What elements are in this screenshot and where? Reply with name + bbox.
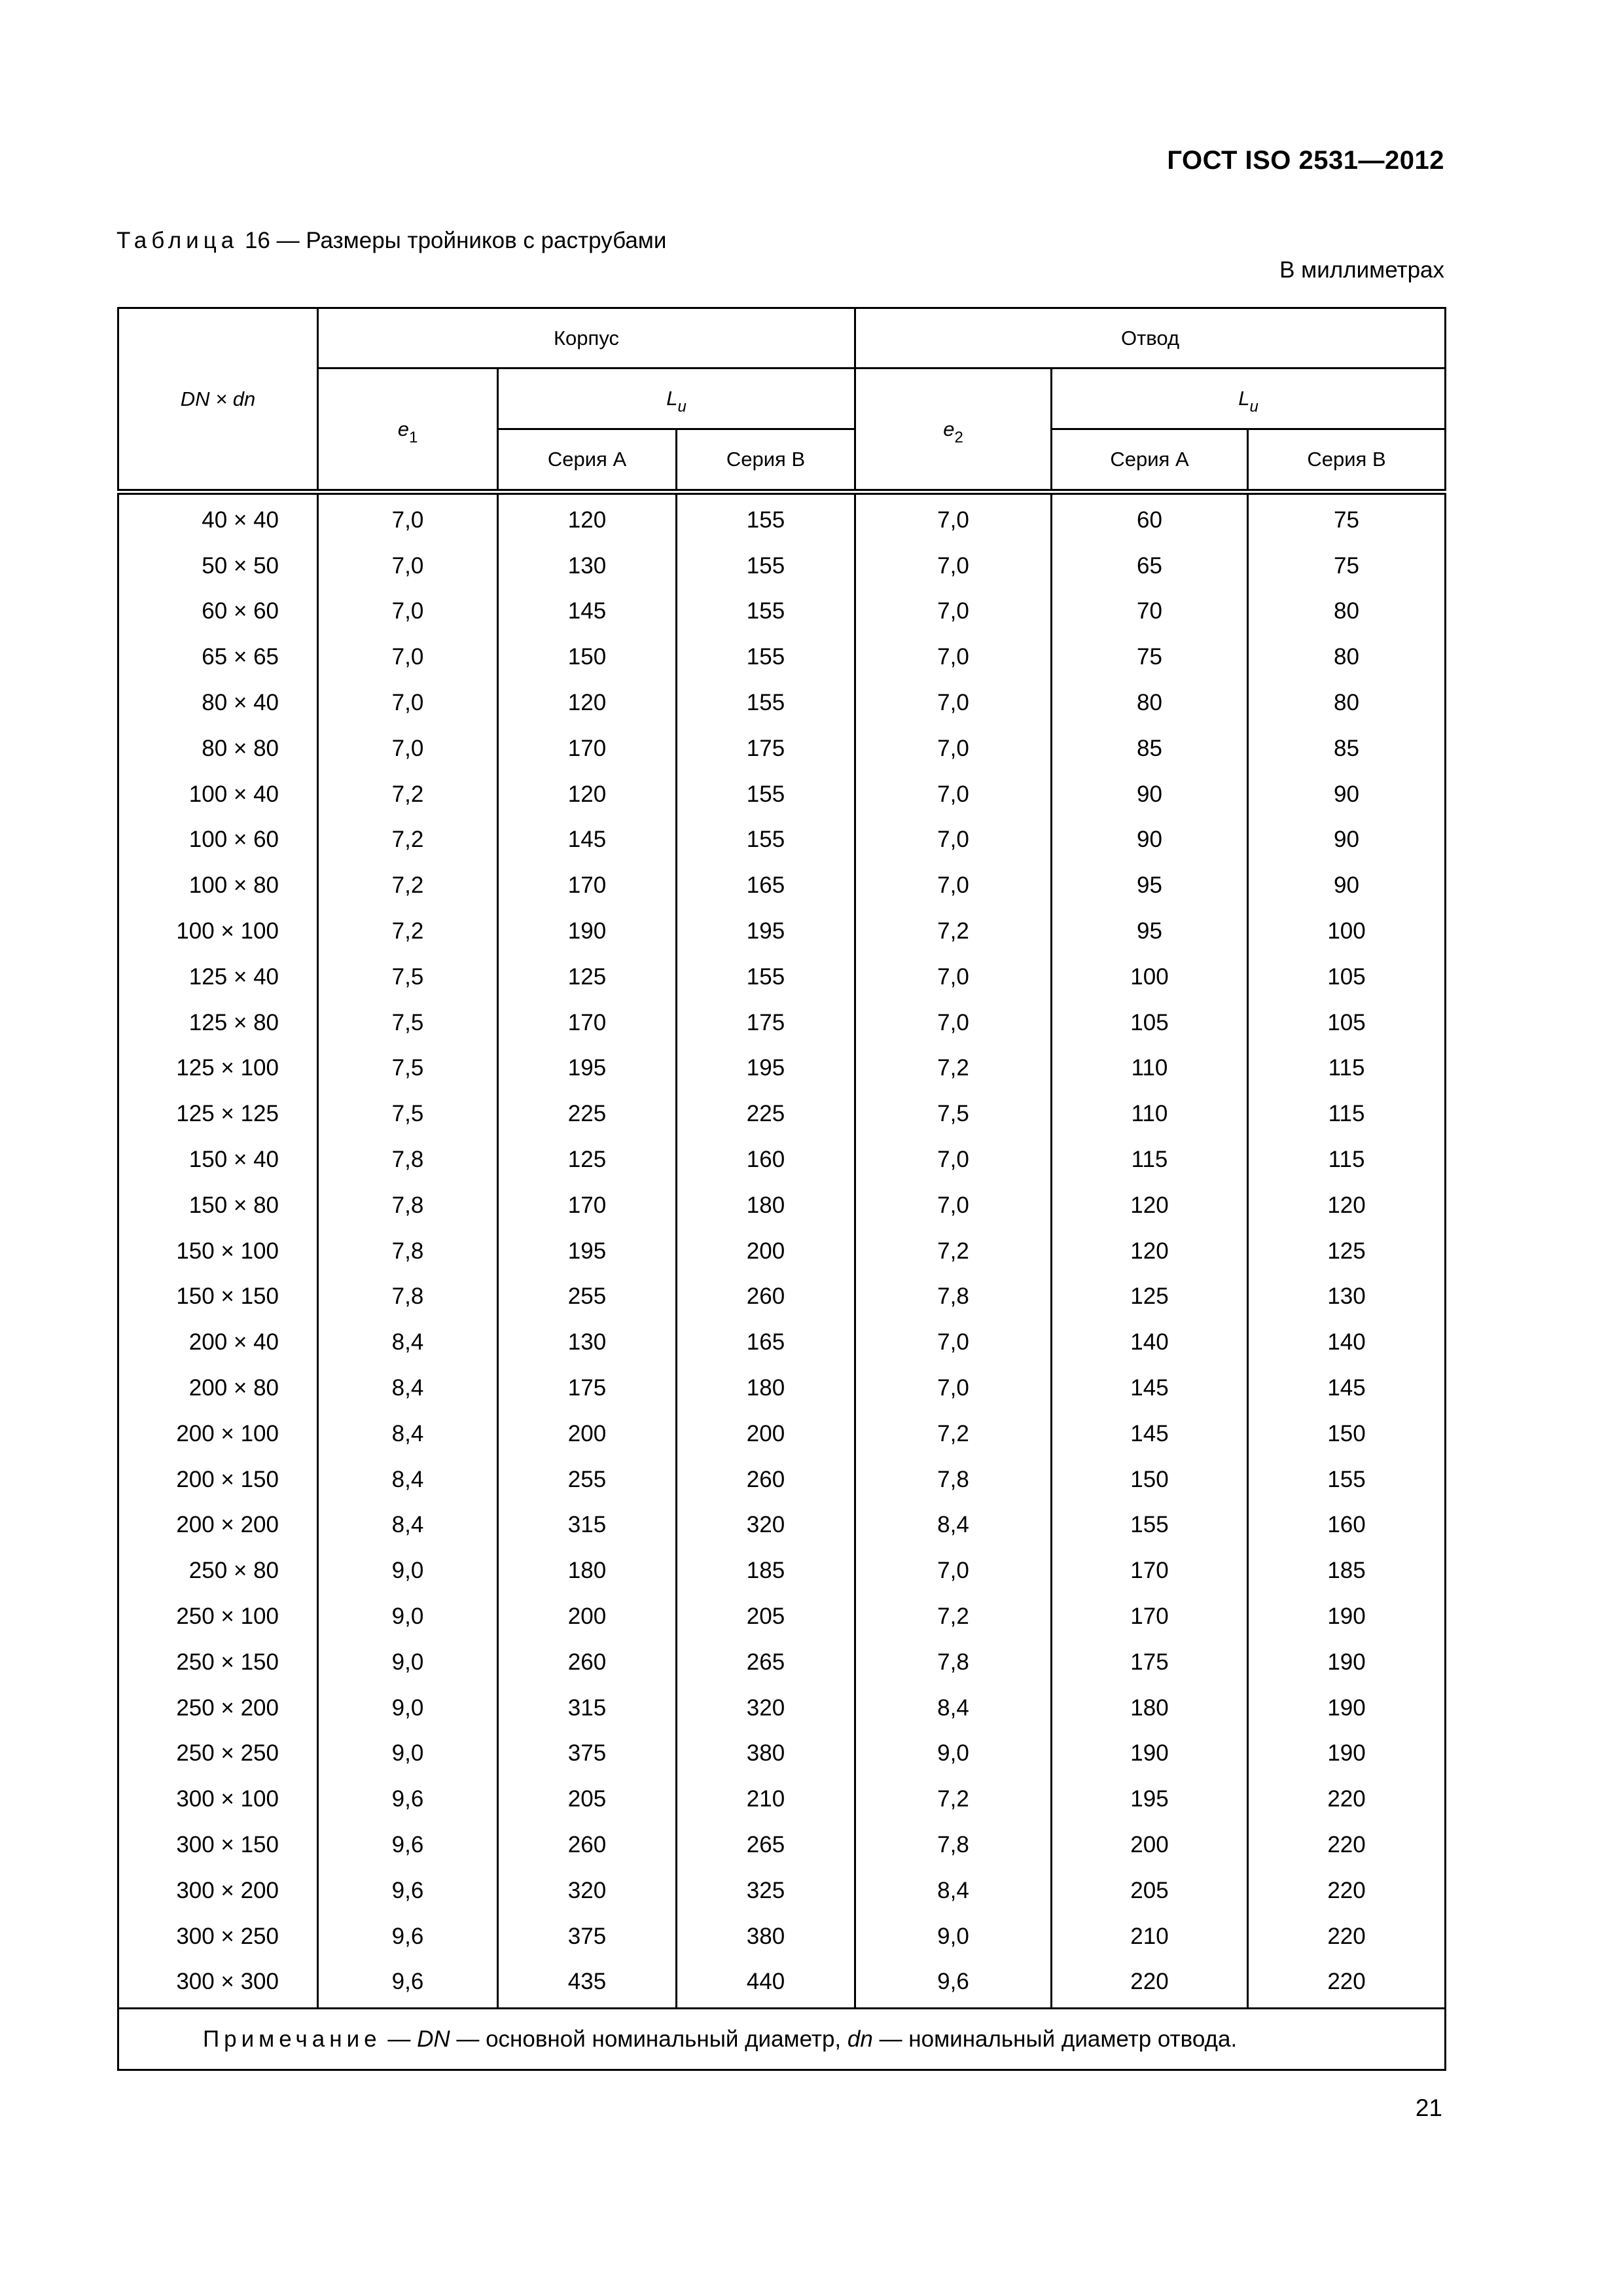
cell-body-lu-series-b: 175	[677, 726, 855, 772]
cell-e1: 7,5	[318, 1000, 498, 1046]
cell-e2: 7,8	[855, 1274, 1052, 1320]
cell-dn: 150 × 40	[118, 1137, 318, 1183]
cell-branch-lu-series-a: 70	[1052, 589, 1248, 635]
cell-e2: 7,8	[855, 1640, 1052, 1685]
cell-e2: 7,0	[855, 680, 1052, 726]
cell-e2: 7,0	[855, 1548, 1052, 1594]
cell-dn: 80 × 40	[118, 680, 318, 726]
cell-e2: 7,2	[855, 1776, 1052, 1822]
cell-body-lu-series-a: 195	[498, 1046, 677, 1092]
cell-branch-lu-series-b: 90	[1248, 772, 1446, 817]
cell-body-lu-series-a: 175	[498, 1365, 677, 1411]
cell-e2: 7,0	[855, 1319, 1052, 1365]
cell-e1: 7,5	[318, 1046, 498, 1092]
table-row	[118, 492, 1446, 543]
cell-dn: 150 × 100	[118, 1229, 318, 1274]
table-row	[118, 726, 1446, 772]
table-row	[118, 634, 1446, 680]
cell-body-lu-series-a: 180	[498, 1548, 677, 1594]
cell-branch-lu-series-b: 75	[1248, 492, 1446, 543]
cell-branch-lu-series-a: 100	[1052, 954, 1248, 1000]
cell-dn: 250 × 250	[118, 1731, 318, 1777]
cell-body-lu-series-b: 265	[677, 1640, 855, 1685]
cell-branch-lu-series-b: 185	[1248, 1548, 1446, 1594]
table-row	[118, 589, 1446, 635]
cell-branch-lu-series-b: 105	[1248, 954, 1446, 1000]
table-row	[118, 1319, 1446, 1365]
cell-body-lu-series-a: 125	[498, 954, 677, 1000]
cell-e2: 7,0	[855, 1365, 1052, 1411]
header-body-group: Корпус	[318, 308, 855, 368]
cell-dn: 200 × 200	[118, 1503, 318, 1549]
cell-e2: 7,0	[855, 954, 1052, 1000]
table-row	[118, 863, 1446, 908]
cell-e1: 7,0	[318, 589, 498, 635]
cell-e1: 9,0	[318, 1685, 498, 1731]
cell-branch-lu-series-b: 190	[1248, 1685, 1446, 1731]
cell-branch-lu-series-b: 80	[1248, 680, 1446, 726]
cell-branch-lu-series-b: 220	[1248, 1960, 1446, 2009]
cell-e1: 7,8	[318, 1274, 498, 1320]
cell-branch-lu-series-b: 115	[1248, 1046, 1446, 1092]
cell-body-lu-series-a: 120	[498, 492, 677, 543]
cell-body-lu-series-a: 150	[498, 634, 677, 680]
cell-body-lu-series-b: 180	[677, 1365, 855, 1411]
cell-e2: 7,2	[855, 908, 1052, 954]
cell-body-lu-series-a: 315	[498, 1685, 677, 1731]
cell-e2: 7,0	[855, 1137, 1052, 1183]
note-label: Примечание	[203, 2026, 382, 2052]
header-dn: DN × dn	[118, 308, 318, 492]
table-row	[118, 1731, 1446, 1777]
cell-dn: 80 × 80	[118, 726, 318, 772]
cell-branch-lu-series-a: 120	[1052, 1229, 1248, 1274]
header-branch-group: Отвод	[855, 308, 1446, 368]
table-row	[118, 1640, 1446, 1685]
table-row	[118, 817, 1446, 863]
cell-e1: 7,0	[318, 680, 498, 726]
cell-e2: 7,0	[855, 634, 1052, 680]
cell-e2: 7,0	[855, 1183, 1052, 1229]
cell-dn: 300 × 100	[118, 1776, 318, 1822]
cell-e1: 7,0	[318, 634, 498, 680]
cell-body-lu-series-b: 380	[677, 1914, 855, 1960]
table-row	[118, 1137, 1446, 1183]
cell-branch-lu-series-a: 75	[1052, 634, 1248, 680]
document-code: ГОСТ ISO 2531—2012	[1167, 146, 1444, 175]
table-row	[118, 1914, 1446, 1960]
cell-branch-lu-series-b: 105	[1248, 1000, 1446, 1046]
header-lu-body: $L_u$	[498, 368, 855, 429]
cell-e1: 8,4	[318, 1411, 498, 1457]
table-row	[118, 908, 1446, 954]
cell-dn: 200 × 40	[118, 1319, 318, 1365]
cell-e1: 7,0	[318, 726, 498, 772]
cell-branch-lu-series-a: 85	[1052, 726, 1248, 772]
cell-body-lu-series-b: 325	[677, 1868, 855, 1914]
header-lu-branch: $L_u$	[1052, 368, 1446, 429]
table-note	[118, 2009, 1446, 2070]
header-e1: $e_1$	[318, 368, 498, 492]
cell-body-lu-series-b: 185	[677, 1548, 855, 1594]
cell-dn: 100 × 100	[118, 908, 318, 954]
header-e2: $e_2$	[855, 368, 1052, 492]
table-row	[118, 1411, 1446, 1457]
table-caption	[116, 228, 666, 254]
cell-e1: 9,6	[318, 1914, 498, 1960]
cell-dn: 250 × 100	[118, 1594, 318, 1640]
cell-e2: 9,6	[855, 1960, 1052, 2009]
cell-branch-lu-series-b: 75	[1248, 543, 1446, 589]
cell-e1: 8,4	[318, 1319, 498, 1365]
cell-dn: 60 × 60	[118, 589, 318, 635]
cell-body-lu-series-a: 170	[498, 863, 677, 908]
cell-e1: 7,8	[318, 1229, 498, 1274]
cell-e1: 8,4	[318, 1365, 498, 1411]
cell-e2: 9,0	[855, 1914, 1052, 1960]
cell-branch-lu-series-a: 145	[1052, 1365, 1248, 1411]
cell-dn: 150 × 150	[118, 1274, 318, 1320]
note-dash: —	[387, 2026, 411, 2052]
cell-branch-lu-series-b: 125	[1248, 1229, 1446, 1274]
cell-branch-lu-series-a: 190	[1052, 1731, 1248, 1777]
cell-e1: 9,0	[318, 1731, 498, 1777]
cell-branch-lu-series-a: 105	[1052, 1000, 1248, 1046]
cell-branch-lu-series-b: 130	[1248, 1274, 1446, 1320]
cell-branch-lu-series-b: 115	[1248, 1137, 1446, 1183]
cell-body-lu-series-b: 175	[677, 1000, 855, 1046]
cell-body-lu-series-b: 210	[677, 1776, 855, 1822]
cell-e1: 7,5	[318, 954, 498, 1000]
cell-branch-lu-series-b: 190	[1248, 1594, 1446, 1640]
cell-branch-lu-series-a: 110	[1052, 1091, 1248, 1137]
note-dn: DN	[417, 2026, 450, 2052]
cell-branch-lu-series-b: 190	[1248, 1731, 1446, 1777]
cell-body-lu-series-a: 205	[498, 1776, 677, 1822]
cell-e2: 7,2	[855, 1411, 1052, 1457]
cell-dn: 100 × 80	[118, 863, 318, 908]
dimensions-table	[117, 307, 1446, 2071]
cell-body-lu-series-a: 255	[498, 1457, 677, 1503]
cell-body-lu-series-b: 195	[677, 1046, 855, 1092]
cell-e1: 9,6	[318, 1776, 498, 1822]
cell-branch-lu-series-b: 85	[1248, 726, 1446, 772]
cell-e1: 7,2	[318, 772, 498, 817]
cell-e1: 7,0	[318, 492, 498, 543]
cell-e1: 9,0	[318, 1548, 498, 1594]
cell-body-lu-series-a: 435	[498, 1960, 677, 2009]
cell-body-lu-series-a: 170	[498, 1000, 677, 1046]
caption-label: Таблица	[116, 228, 239, 253]
cell-body-lu-series-b: 205	[677, 1594, 855, 1640]
cell-branch-lu-series-b: 220	[1248, 1776, 1446, 1822]
cell-e2: 7,0	[855, 589, 1052, 635]
cell-body-lu-series-b: 225	[677, 1091, 855, 1137]
cell-branch-lu-series-a: 90	[1052, 817, 1248, 863]
cell-body-lu-series-a: 120	[498, 680, 677, 726]
cell-e2: 8,4	[855, 1868, 1052, 1914]
table-body	[118, 492, 1446, 2009]
cell-e2: 7,0	[855, 772, 1052, 817]
cell-body-lu-series-b: 155	[677, 817, 855, 863]
table-row	[118, 1776, 1446, 1822]
table-row	[118, 1868, 1446, 1914]
cell-body-lu-series-b: 440	[677, 1960, 855, 2009]
caption-number: 16	[244, 228, 270, 253]
note-dn-small: dn	[847, 2026, 873, 2052]
cell-e2: 7,0	[855, 863, 1052, 908]
table-row	[118, 954, 1446, 1000]
cell-body-lu-series-a: 130	[498, 1319, 677, 1365]
cell-dn: 100 × 60	[118, 817, 318, 863]
cell-body-lu-series-b: 155	[677, 543, 855, 589]
header-branch-series-a: Серия А	[1052, 429, 1248, 492]
cell-e1: 9,6	[318, 1822, 498, 1868]
table-row	[118, 1046, 1446, 1092]
cell-branch-lu-series-a: 150	[1052, 1457, 1248, 1503]
table-row	[118, 1503, 1446, 1549]
cell-body-lu-series-a: 195	[498, 1229, 677, 1274]
cell-dn: 125 × 40	[118, 954, 318, 1000]
cell-dn: 150 × 80	[118, 1183, 318, 1229]
cell-dn: 250 × 150	[118, 1640, 318, 1685]
cell-body-lu-series-a: 225	[498, 1091, 677, 1137]
cell-branch-lu-series-a: 60	[1052, 492, 1248, 543]
caption-dash: —	[276, 228, 300, 253]
cell-body-lu-series-b: 265	[677, 1822, 855, 1868]
cell-body-lu-series-b: 155	[677, 634, 855, 680]
cell-branch-lu-series-a: 90	[1052, 772, 1248, 817]
cell-branch-lu-series-a: 175	[1052, 1640, 1248, 1685]
cell-body-lu-series-a: 130	[498, 543, 677, 589]
cell-body-lu-series-a: 255	[498, 1274, 677, 1320]
caption-title: Размеры тройников с раструбами	[306, 228, 667, 253]
cell-e1: 7,2	[318, 863, 498, 908]
table-row	[118, 1229, 1446, 1274]
cell-branch-lu-series-a: 110	[1052, 1046, 1248, 1092]
cell-branch-lu-series-b: 220	[1248, 1914, 1446, 1960]
cell-dn: 300 × 250	[118, 1914, 318, 1960]
cell-branch-lu-series-b: 140	[1248, 1319, 1446, 1365]
header-body-series-b: Серия В	[677, 429, 855, 492]
cell-body-lu-series-a: 260	[498, 1822, 677, 1868]
table-row	[118, 1548, 1446, 1594]
page-number: 21	[1415, 2094, 1442, 2121]
cell-dn: 125 × 100	[118, 1046, 318, 1092]
cell-e1: 9,0	[318, 1594, 498, 1640]
cell-e1: 7,0	[318, 543, 498, 589]
table-row	[118, 1594, 1446, 1640]
cell-body-lu-series-b: 200	[677, 1411, 855, 1457]
cell-e1: 7,2	[318, 908, 498, 954]
cell-body-lu-series-b: 155	[677, 772, 855, 817]
units-note: В миллиметрах	[1279, 257, 1444, 283]
cell-dn: 300 × 150	[118, 1822, 318, 1868]
cell-branch-lu-series-a: 155	[1052, 1503, 1248, 1549]
cell-body-lu-series-a: 170	[498, 1183, 677, 1229]
cell-body-lu-series-a: 145	[498, 817, 677, 863]
header-body-series-a: Серия А	[498, 429, 677, 492]
cell-branch-lu-series-b: 155	[1248, 1457, 1446, 1503]
cell-body-lu-series-b: 380	[677, 1731, 855, 1777]
cell-e2: 7,0	[855, 817, 1052, 863]
cell-branch-lu-series-b: 145	[1248, 1365, 1446, 1411]
cell-body-lu-series-b: 165	[677, 1319, 855, 1365]
table-row	[118, 1183, 1446, 1229]
cell-dn: 40 × 40	[118, 492, 318, 543]
cell-body-lu-series-b: 260	[677, 1274, 855, 1320]
cell-body-lu-series-a: 375	[498, 1914, 677, 1960]
cell-branch-lu-series-b: 160	[1248, 1503, 1446, 1549]
cell-body-lu-series-b: 155	[677, 680, 855, 726]
cell-branch-lu-series-a: 145	[1052, 1411, 1248, 1457]
cell-branch-lu-series-b: 190	[1248, 1640, 1446, 1685]
cell-body-lu-series-a: 260	[498, 1640, 677, 1685]
cell-body-lu-series-b: 180	[677, 1183, 855, 1229]
cell-e1: 7,8	[318, 1137, 498, 1183]
cell-e1: 7,5	[318, 1091, 498, 1137]
cell-branch-lu-series-b: 220	[1248, 1868, 1446, 1914]
cell-e1: 8,4	[318, 1457, 498, 1503]
table-row	[118, 1000, 1446, 1046]
note-text-1: — основной номинальный диаметр,	[456, 2026, 842, 2052]
cell-branch-lu-series-a: 95	[1052, 863, 1248, 908]
cell-e2: 7,8	[855, 1822, 1052, 1868]
cell-e1: 7,2	[318, 817, 498, 863]
cell-dn: 300 × 300	[118, 1960, 318, 2009]
cell-dn: 100 × 40	[118, 772, 318, 817]
cell-branch-lu-series-a: 95	[1052, 908, 1248, 954]
cell-body-lu-series-b: 165	[677, 863, 855, 908]
cell-dn: 300 × 200	[118, 1868, 318, 1914]
header-branch-series-b: Серия В	[1248, 429, 1446, 492]
table-row	[118, 1960, 1446, 2009]
cell-dn: 50 × 50	[118, 543, 318, 589]
cell-branch-lu-series-a: 125	[1052, 1274, 1248, 1320]
cell-branch-lu-series-b: 90	[1248, 863, 1446, 908]
cell-e2: 7,0	[855, 543, 1052, 589]
table-row	[118, 1365, 1446, 1411]
table-row	[118, 1274, 1446, 1320]
cell-e1: 9,6	[318, 1960, 498, 2009]
cell-body-lu-series-b: 320	[677, 1503, 855, 1549]
cell-branch-lu-series-a: 195	[1052, 1776, 1248, 1822]
table-row	[118, 1091, 1446, 1137]
cell-body-lu-series-b: 155	[677, 954, 855, 1000]
table-row	[118, 680, 1446, 726]
cell-dn: 250 × 200	[118, 1685, 318, 1731]
cell-body-lu-series-a: 145	[498, 589, 677, 635]
cell-branch-lu-series-b: 115	[1248, 1091, 1446, 1137]
cell-body-lu-series-a: 125	[498, 1137, 677, 1183]
cell-body-lu-series-a: 200	[498, 1411, 677, 1457]
cell-branch-lu-series-b: 80	[1248, 634, 1446, 680]
cell-e2: 7,5	[855, 1091, 1052, 1137]
cell-e2: 7,0	[855, 726, 1052, 772]
cell-dn: 200 × 150	[118, 1457, 318, 1503]
cell-body-lu-series-a: 190	[498, 908, 677, 954]
cell-e1: 9,6	[318, 1868, 498, 1914]
cell-body-lu-series-b: 260	[677, 1457, 855, 1503]
cell-dn: 250 × 80	[118, 1548, 318, 1594]
cell-e2: 9,0	[855, 1731, 1052, 1777]
cell-dn: 200 × 80	[118, 1365, 318, 1411]
cell-branch-lu-series-a: 170	[1052, 1548, 1248, 1594]
cell-body-lu-series-a: 170	[498, 726, 677, 772]
cell-branch-lu-series-b: 150	[1248, 1411, 1446, 1457]
cell-e2: 7,0	[855, 492, 1052, 543]
cell-dn: 125 × 125	[118, 1091, 318, 1137]
cell-branch-lu-series-b: 80	[1248, 589, 1446, 635]
cell-body-lu-series-b: 195	[677, 908, 855, 954]
cell-branch-lu-series-a: 65	[1052, 543, 1248, 589]
cell-body-lu-series-a: 320	[498, 1868, 677, 1914]
cell-e2: 8,4	[855, 1503, 1052, 1549]
cell-branch-lu-series-b: 220	[1248, 1822, 1446, 1868]
cell-body-lu-series-a: 315	[498, 1503, 677, 1549]
cell-e2: 7,2	[855, 1594, 1052, 1640]
cell-e2: 7,0	[855, 1000, 1052, 1046]
cell-branch-lu-series-a: 140	[1052, 1319, 1248, 1365]
cell-branch-lu-series-b: 90	[1248, 817, 1446, 863]
cell-branch-lu-series-a: 120	[1052, 1183, 1248, 1229]
cell-e2: 7,8	[855, 1457, 1052, 1503]
note-text-2: — номинальный диаметр отвода.	[879, 2026, 1238, 2052]
table-row	[118, 772, 1446, 817]
cell-branch-lu-series-a: 220	[1052, 1960, 1248, 2009]
cell-body-lu-series-b: 320	[677, 1685, 855, 1731]
cell-body-lu-series-b: 155	[677, 492, 855, 543]
cell-e1: 7,8	[318, 1183, 498, 1229]
cell-dn: 125 × 80	[118, 1000, 318, 1046]
cell-dn: 65 × 65	[118, 634, 318, 680]
cell-body-lu-series-b: 155	[677, 589, 855, 635]
cell-e1: 8,4	[318, 1503, 498, 1549]
cell-branch-lu-series-a: 170	[1052, 1594, 1248, 1640]
cell-e2: 7,2	[855, 1046, 1052, 1092]
table-row	[118, 1685, 1446, 1731]
cell-body-lu-series-b: 200	[677, 1229, 855, 1274]
cell-body-lu-series-a: 120	[498, 772, 677, 817]
cell-branch-lu-series-a: 205	[1052, 1868, 1248, 1914]
cell-body-lu-series-a: 375	[498, 1731, 677, 1777]
cell-branch-lu-series-a: 200	[1052, 1822, 1248, 1868]
cell-branch-lu-series-b: 120	[1248, 1183, 1446, 1229]
cell-branch-lu-series-a: 80	[1052, 680, 1248, 726]
cell-branch-lu-series-a: 115	[1052, 1137, 1248, 1183]
cell-e2: 8,4	[855, 1685, 1052, 1731]
cell-branch-lu-series-a: 180	[1052, 1685, 1248, 1731]
cell-body-lu-series-b: 160	[677, 1137, 855, 1183]
table-row	[118, 1822, 1446, 1868]
cell-dn: 200 × 100	[118, 1411, 318, 1457]
table-row	[118, 543, 1446, 589]
cell-e2: 7,2	[855, 1229, 1052, 1274]
cell-branch-lu-series-b: 100	[1248, 908, 1446, 954]
cell-e1: 9,0	[318, 1640, 498, 1685]
cell-branch-lu-series-a: 210	[1052, 1914, 1248, 1960]
table-row	[118, 1457, 1446, 1503]
cell-body-lu-series-a: 200	[498, 1594, 677, 1640]
